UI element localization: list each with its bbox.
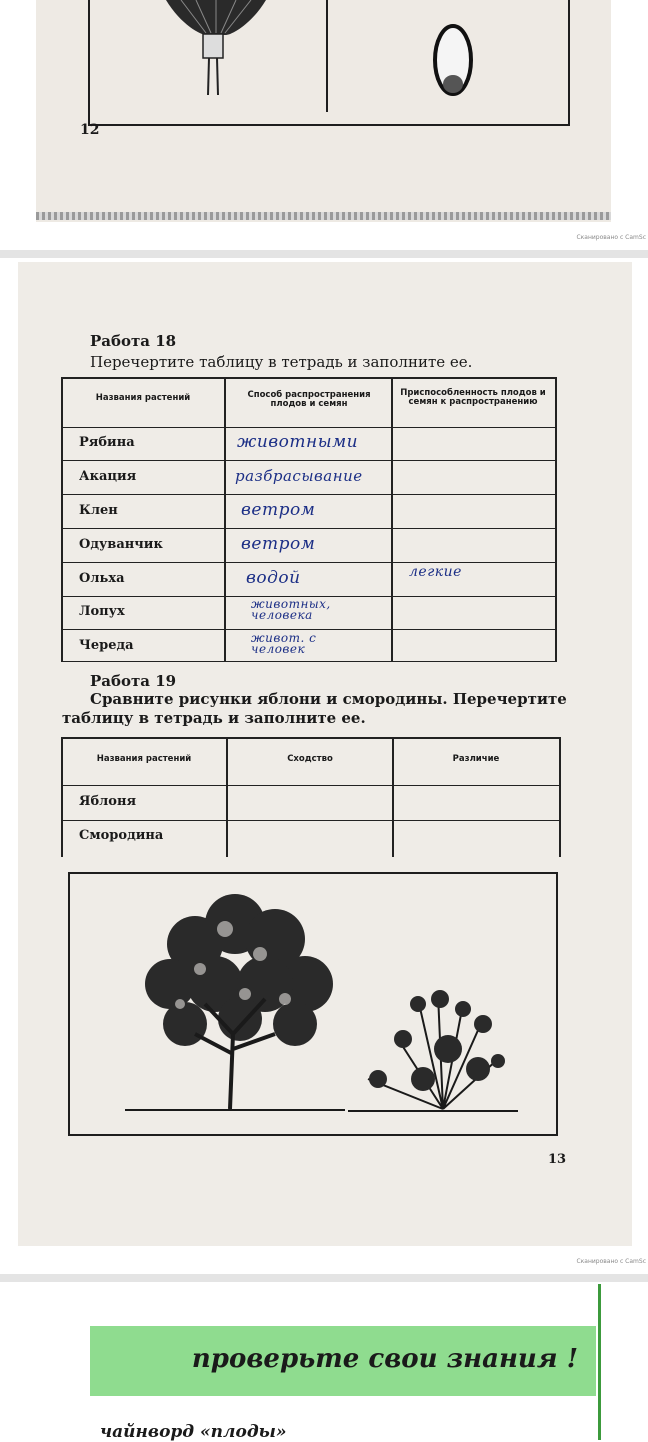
table18-row-plant: Череда [79,638,134,653]
table18-method-handwriting: ветром [241,534,316,554]
table18-row-plant: Клен [79,503,118,518]
work19-title: Работа 19 [90,672,177,690]
work19-table [61,737,561,857]
table18-method-handwriting: живот. с человек [251,631,317,656]
plants-illustration-frame [68,872,558,1136]
table19-header-plant: Названия растений [96,754,192,764]
table18-row-plant: Рябина [79,435,135,450]
middle-page [18,262,632,1246]
table18-header-method: Способ распространения плодов и семян [247,390,371,409]
table18-header-plant: Названия растений [95,393,191,403]
table18-row-plant: Одуванчик [79,537,163,552]
table18-method-handwriting: разбрасывание [235,467,363,485]
top-page [36,0,611,222]
page-bottom-edge [36,212,611,220]
table18-method-handwriting: водой [246,568,301,588]
table19-header-difference: Различие [452,754,500,764]
table18-method-handwriting: животных, человека [251,597,331,622]
table19-row-plant: Смородина [79,828,164,843]
work18-table [61,377,557,662]
table18-method-handwriting: ветром [241,500,316,520]
chainword-subtitle: чайнворд «плоды» [100,1422,287,1442]
table19-header-similarity: Сходство [287,754,333,764]
table18-method-handwriting: животными [237,432,359,452]
illustration-divider [326,0,328,112]
seed-illustration [431,22,476,102]
quiz-banner [90,1326,596,1396]
apple-tree-illustration [125,884,345,1114]
flower-stem-illustration [161,0,271,100]
table19-row-plant: Яблоня [79,794,137,809]
work18-instruction: Перечертите таблицу в тетрадь и заполните ее. [90,353,473,371]
work18-title: Работа 18 [90,332,177,350]
work19-instruction: Сравните рисунки яблони и смородины. Перечертите таблицу в тетрадь и заполните ее. [62,690,567,727]
scan-caption-top: Сканировано с CamSc [576,234,646,241]
table18-row-plant: Лопух [79,604,125,619]
page-separator [0,1274,648,1282]
table18-header-adaptation: Приспособленность плодов и семян к распространению [400,388,546,407]
bottom-page [44,1284,600,1440]
page-number-left: 12 [80,122,100,138]
scan-caption-middle: Сканировано с CamSc [576,1258,646,1265]
page-right-edge-green [598,1284,601,1440]
page-number-right: 13 [548,1152,567,1167]
table18-adaptation-handwriting: легкие [409,564,462,580]
page-separator [0,250,648,258]
currant-bush-illustration [348,979,518,1114]
table18-row-plant: Ольха [79,571,125,586]
table18-row-plant: Акация [79,469,137,484]
quiz-banner-text: проверьте свои знания ! [191,1344,578,1374]
